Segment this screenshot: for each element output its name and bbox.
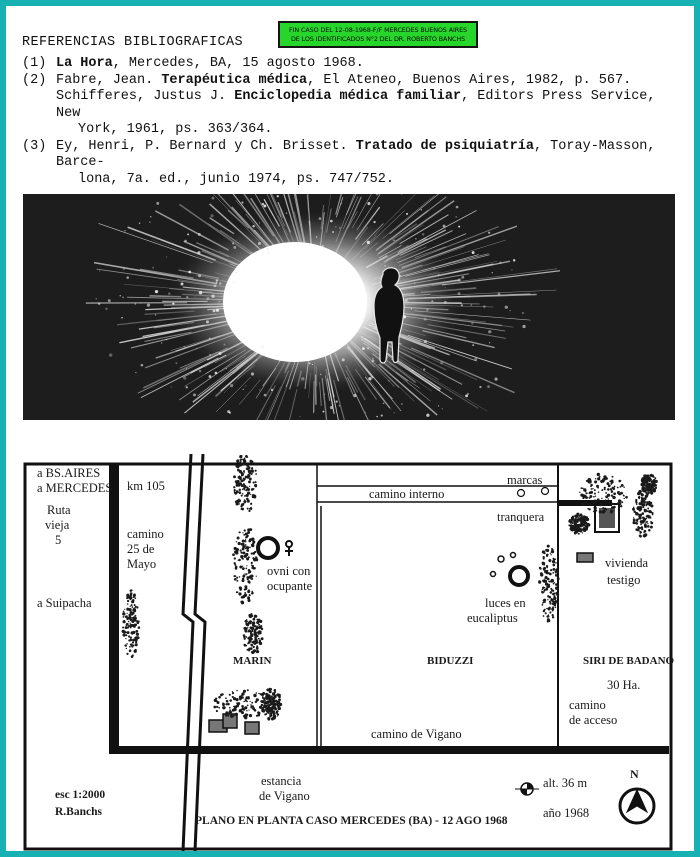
camino-vigano-road: [119, 746, 669, 754]
label-hectares: 30 Ha.: [607, 678, 641, 692]
label-camino-interno: camino interno: [369, 487, 445, 501]
label-ocupante: ocupante: [267, 579, 313, 593]
stamp-line-2: DE LOS IDENTIFICADOS N°2 DEL DR. ROBERTO BANCHS: [290, 35, 466, 43]
ovni-marker: [258, 538, 278, 558]
reference-title: Terapéutica médica: [161, 72, 308, 88]
reference-title: La Hora: [56, 56, 113, 71]
ruta-vieja-road: [109, 464, 119, 754]
reference-number: (1): [22, 56, 47, 71]
ufo-illustration: [23, 194, 675, 420]
label-tranquera: tranquera: [497, 510, 545, 524]
reference-number: (2): [22, 72, 47, 88]
luces-marker: [510, 567, 528, 585]
label-vivienda: vivienda: [605, 556, 649, 570]
reference-title: Enciclopedia médica familiar: [234, 89, 462, 104]
map-drawing: [23, 454, 675, 851]
label-testigo: testigo: [607, 573, 641, 587]
label-bs-aires: a BS.AIRES: [37, 466, 101, 480]
label-camino-mayo-3: Mayo: [127, 557, 157, 571]
site-plan-map: [23, 454, 675, 851]
label-ruta: Ruta: [47, 503, 71, 517]
label-marcas: marcas: [507, 473, 543, 487]
label-year: año 1968: [543, 806, 590, 820]
label-luces: luces en: [485, 596, 526, 610]
reference-item: [22, 139, 682, 189]
label-siri-de-badano: SIRI DE BADANO: [583, 655, 675, 667]
reference-author: Schifferes, Justus J.: [56, 89, 235, 104]
references-title: REFERENCIAS BIBLIOGRAFICAS: [22, 35, 244, 50]
map-caption: PLANO EN PLANTA CASO MERCEDES (BA) - 12 AGO 1968: [195, 815, 508, 827]
reference-title: Tratado de psiquiatría: [355, 138, 534, 154]
label-camino-acceso: camino: [569, 698, 606, 712]
label-altitude: alt. 36 m: [543, 776, 588, 790]
references-list: [22, 56, 682, 188]
glow-drawing: [23, 194, 675, 420]
reference-text: , Mercedes, BA, 15 agosto 1968.: [112, 56, 364, 71]
reference-number: (3): [22, 138, 47, 154]
label-ruta-vieja: vieja: [45, 518, 70, 532]
label-camino-mayo: camino: [127, 527, 164, 541]
label-marin: MARIN: [233, 655, 272, 667]
reference-text: , Toray-Masson, Barce-: [56, 138, 656, 170]
archive-stamp: [278, 21, 478, 48]
label-mercedes: a MERCEDES: [37, 481, 113, 495]
reference-text: York, 1961, ps. 363/364.: [78, 122, 273, 137]
reference-item: [22, 56, 682, 73]
label-estancia: estancia: [261, 774, 302, 788]
label-ovni: ovni con: [267, 564, 311, 578]
label-de-vigano: de Vigano: [259, 789, 310, 803]
label-suipacha: a Suipacha: [37, 596, 92, 610]
reference-item: [22, 73, 682, 139]
marcas-marker: [518, 490, 525, 497]
label-scale: esc 1:2000: [55, 789, 106, 801]
label-km: km 105: [127, 479, 165, 493]
label-eucaliptus: eucaliptus: [467, 611, 518, 625]
reference-text: , Editors Press Service, New: [56, 89, 656, 121]
label-camino-vigano: camino de Vigano: [371, 727, 462, 741]
label-de-acceso: de acceso: [569, 713, 618, 727]
reference-text: , El Ateneo, Buenos Aires, 1982, p. 567.: [307, 72, 632, 88]
label-author: R.Banchs: [55, 806, 102, 818]
label-biduzzi: BIDUZZI: [427, 655, 474, 667]
label-camino-mayo-2: 25 de: [127, 542, 155, 556]
label-ruta-5: 5: [55, 533, 62, 547]
reference-author: Ey, Henri, P. Bernard y Ch. Brisset.: [56, 138, 356, 154]
label-north: N: [630, 767, 639, 781]
reference-author: Fabre, Jean.: [56, 72, 162, 88]
stamp-line-1: FIN CASO DEL 12-08-1968-F/F MERCEDES BUENOS AIRES: [289, 26, 467, 34]
reference-text: lona, 7a. ed., junio 1974, ps. 747/752.: [78, 171, 394, 187]
